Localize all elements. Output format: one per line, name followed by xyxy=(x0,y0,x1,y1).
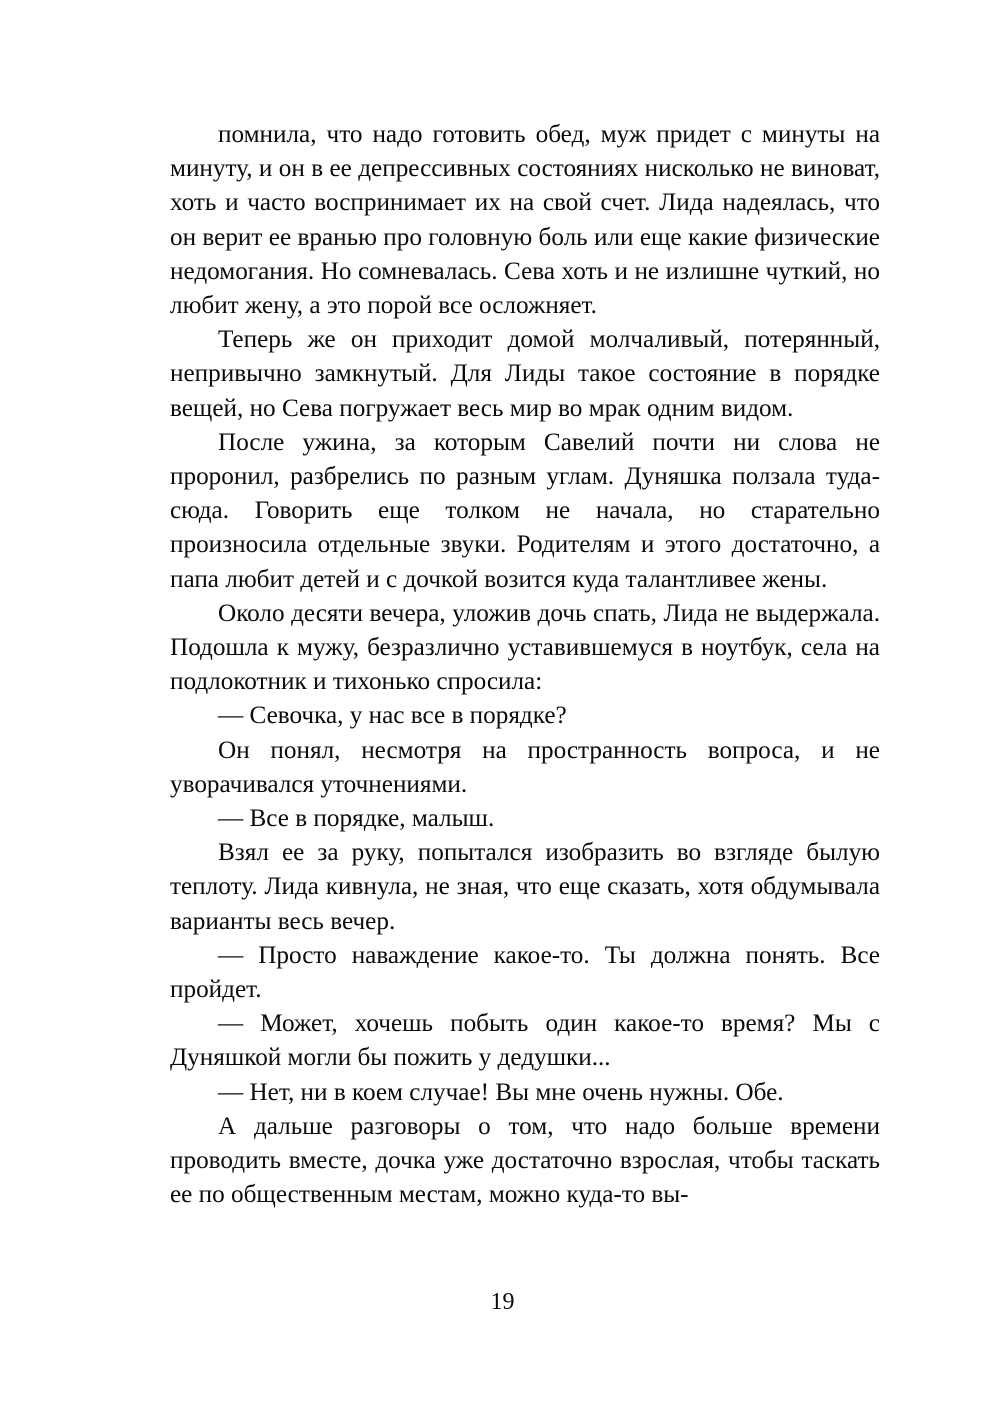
paragraph: Теперь же он приходит домой молчаливый, потерянный, непривычно замкнутый. Для Лиды такое состояние в порядке вещей, но Сева погружает весь мир во мрак одним видом. xyxy=(170,326,880,422)
paragraph: А дальше разговоры о том, что надо больше времени проводить вместе, дочка уже достаточно взрослая, чтобы таскать ее по общественным местам, можно куда-то вы- xyxy=(170,1112,880,1209)
dialogue-line: — Нет, ни в коем случае! Вы мне очень нужны. Обе. xyxy=(218,1078,784,1106)
paragraph: Он понял, несмотря на пространность вопроса, и не уворачивался уточнениями. xyxy=(170,736,880,798)
paragraph: После ужина, за которым Савелий почти ни слова не проронил, разбрелись по разным углам. Дуняшка ползала туда-сюда. Говорить еще толком не начала, но старательно произносила отдельные звуки. Родителям и этого достаточно, а папа любит детей и с дочкой возится куда талантливее жены. xyxy=(170,428,880,593)
page-number: 19 xyxy=(490,1289,515,1315)
paragraph: помнила, что надо готовить обед, муж придет с минуты на минуту, и он в ее депрессивных состояниях нисколько не виноват, хоть и часто воспринимает их на свой счет. Лида надеялась, что он верит ее вранью про головную боль или еще какие физические недомогания. Но сомневалась. Сева хоть и не излишне чуткий, но любит жену, а это порой все осложняет. xyxy=(170,121,880,320)
dialogue-line: — Может, хочешь побыть один какое-то время? Мы с Дуняшкой могли бы пожить у дедушки... xyxy=(170,1010,880,1072)
paragraph: Взял ее за руку, попытался изобразить во взгляде былую теплоту. Лида кивнула, не зная, что еще сказать, хотя обдумывала варианты весь вечер. xyxy=(170,839,880,935)
dialogue-line: — Севочка, у нас все в порядке? xyxy=(218,702,567,730)
page-body-text xyxy=(170,118,880,1213)
paragraph: Около десяти вечера, уложив дочь спать, Лида не выдержала. Подошла к мужу, безразлично уставившемуся в ноутбук, села на подлокотник и тихонько спросила: xyxy=(170,599,880,696)
dialogue-line: — Просто наваждение какое-то. Ты должна понять. Все пройдет. xyxy=(170,941,880,1004)
dialogue-line: — Все в порядке, малыш. xyxy=(218,805,495,833)
